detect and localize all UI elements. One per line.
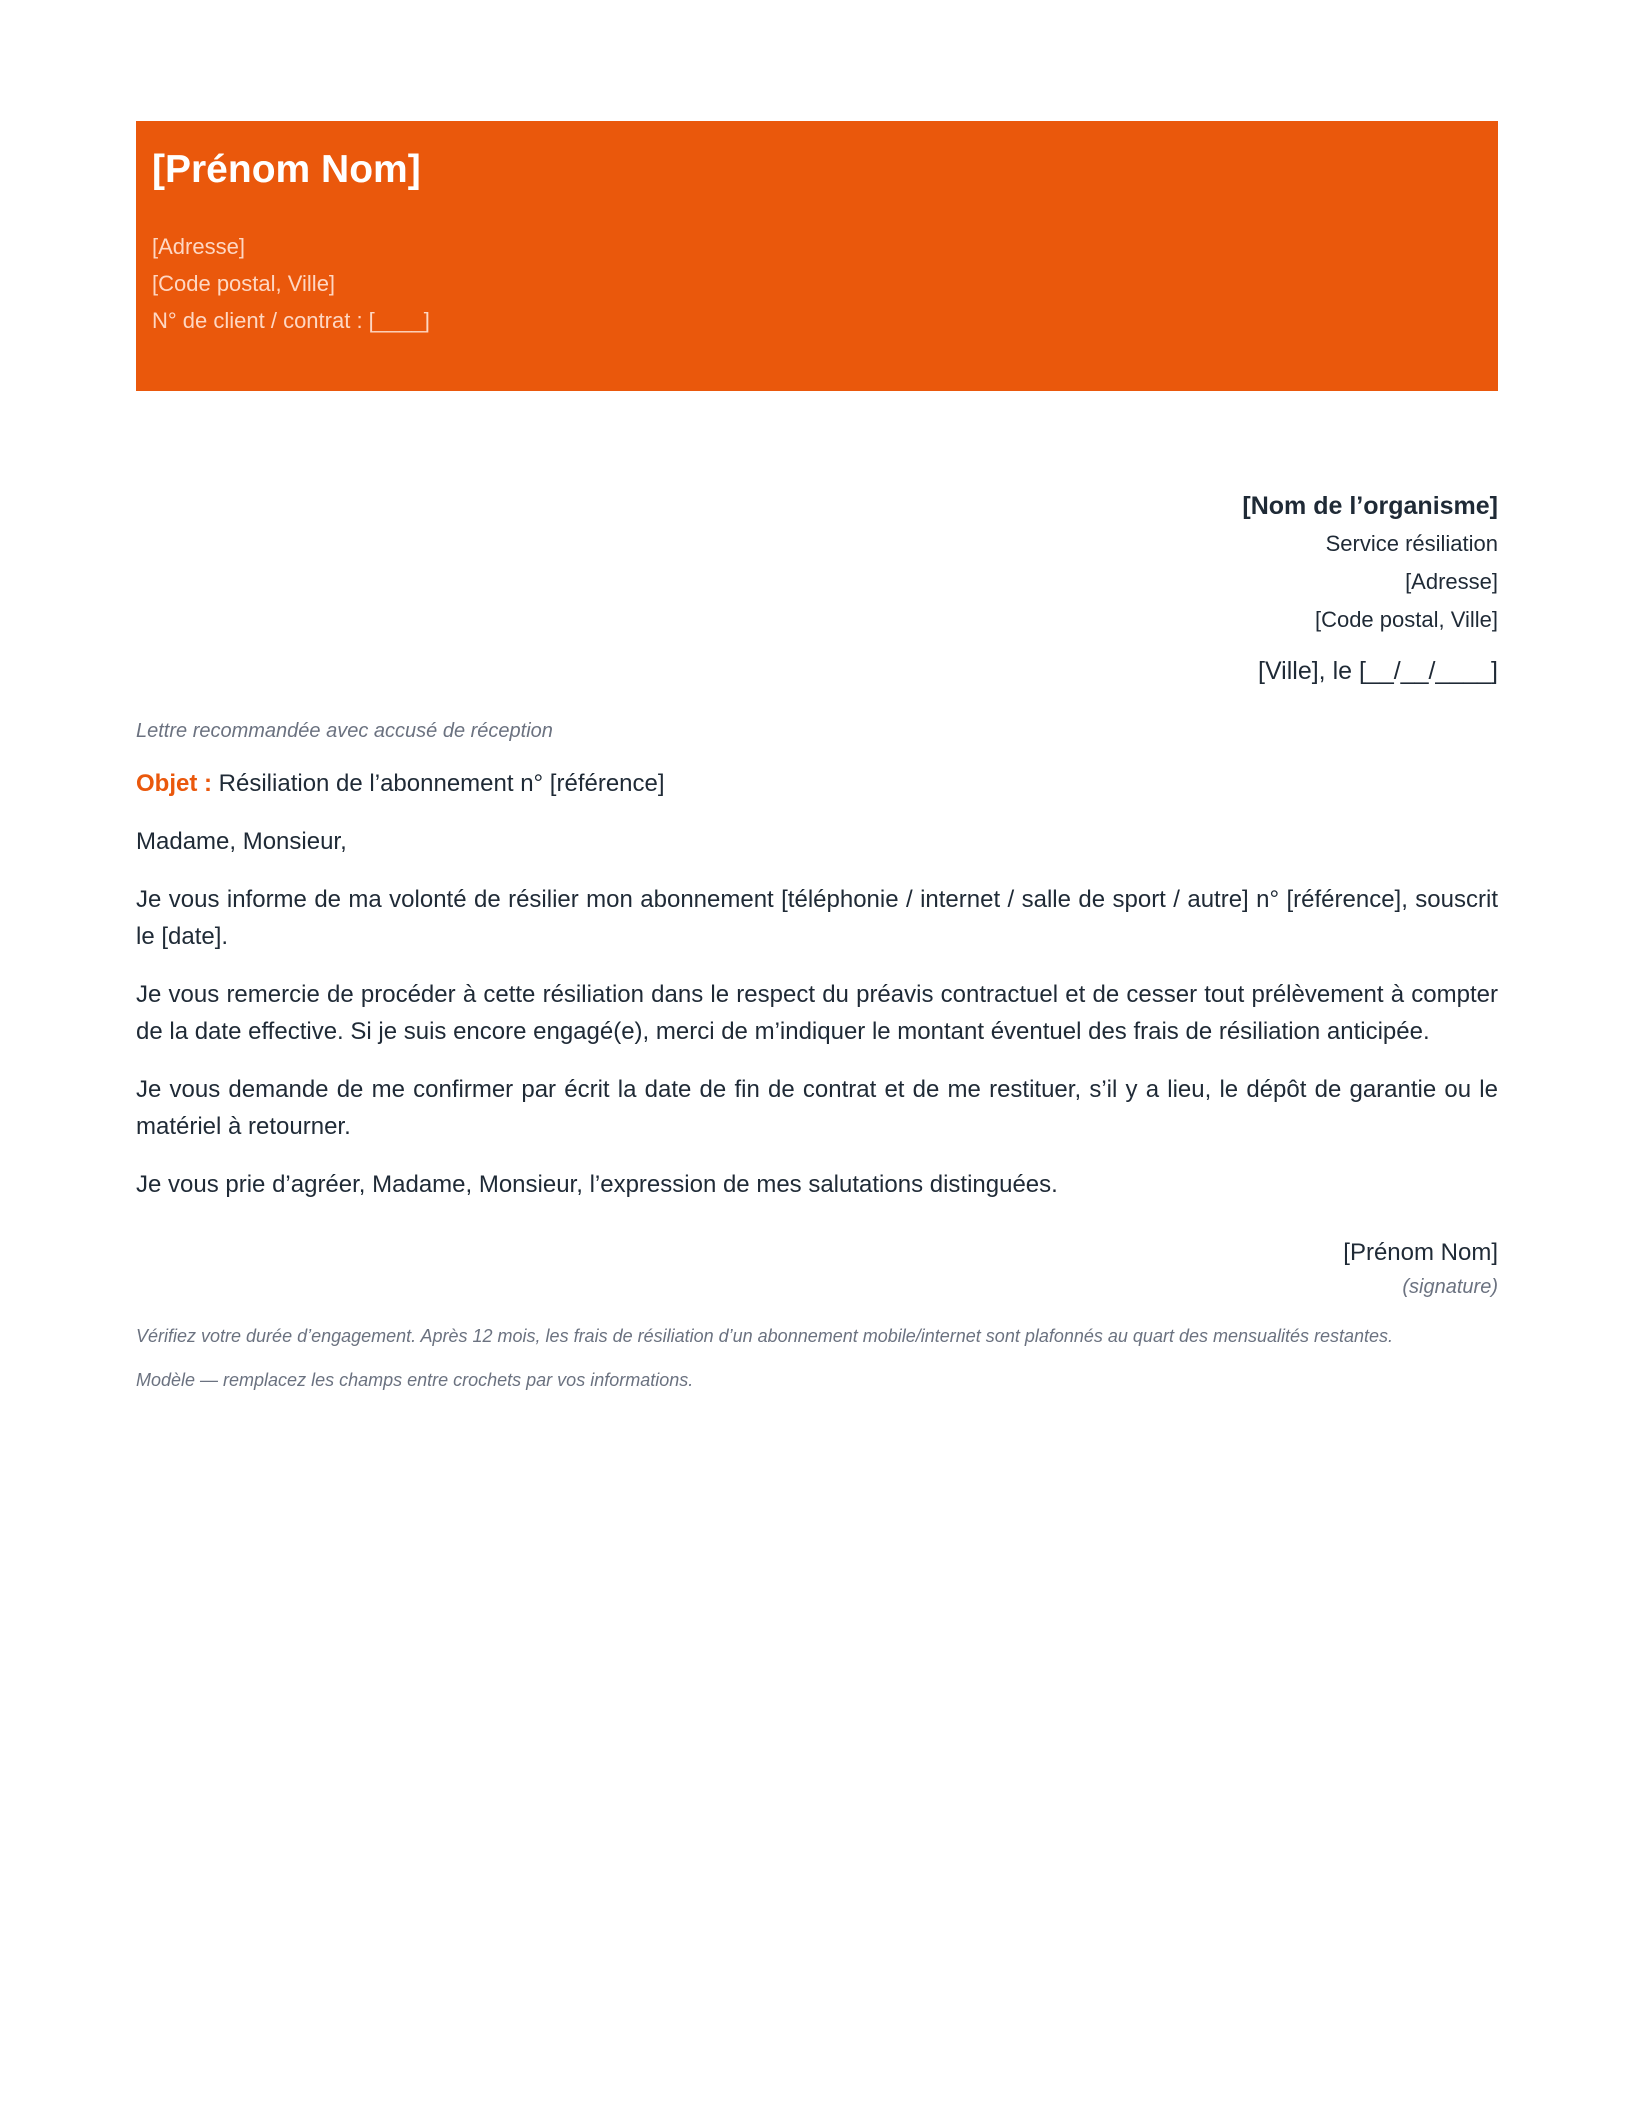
subject-label: Objet : [136,770,212,797]
body-paragraph-2: Je vous remercie de procéder à cette résiliation dans le respect du préavis contractuel et de cesser tout prélèvement à compter de la date effective. Si je suis encore engagé(e), merci de m’indiquer le montant éventuel des frais de résiliation anticipée. [136,981,1498,1045]
signature-hint: (signature) [1402,1276,1498,1298]
recipient-address: [Adresse] [1405,569,1498,594]
letter-page [136,121,1498,1395]
template-footer-note: Modèle — remplacez les champs entre crochets par vos informations. [136,1370,694,1390]
sender-client-number: N° de client / contrat : [____] [152,308,430,333]
sender-postal-city: [Code postal, Ville] [152,271,336,296]
closing-formula: Je vous prie d’agréer, Madame, Monsieur, l’expression de mes salutations distinguées. [136,1171,1058,1198]
signature-name: [Prénom Nom] [1343,1239,1498,1266]
sender-name: [Prénom Nom] [152,148,421,191]
place-date-line: [Ville], le [__/__/____] [1258,657,1498,685]
subject-text: Résiliation de l’abonnement n° [référence] [218,770,665,797]
recipient-postal-city: [Code postal, Ville] [1314,607,1498,632]
body-paragraph-3: Je vous demande de me confirmer par écrit la date de fin de contrat et de me restituer, s’il y a lieu, le dépôt de garantie ou le matériel à retourner. [136,1076,1498,1140]
body-paragraph-1: Je vous informe de ma volonté de résilier mon abonnement [téléphonie / internet / salle de sport / autre] n° [référence], souscrit le [date]. [136,886,1498,950]
sender-address: [Adresse] [152,234,245,259]
sender-details [152,228,1482,339]
salutation: Madame, Monsieur, [136,828,347,855]
recipient-block [136,487,1498,639]
recipient-service: Service résiliation [1325,531,1498,556]
subject-line [136,766,1498,802]
registered-mail-mention: Lettre recommandée avec accusé de réception [136,720,553,742]
signature-block [136,1235,1498,1303]
engagement-note: Vérifiez votre durée d’engagement. Après 12 mois, les frais de résiliation d’un abonnement mobile/internet sont plafonnés au quart des mensualités restantes. [136,1326,1394,1346]
sender-header [136,121,1498,391]
recipient-organisation: [Nom de l’organisme] [1242,492,1498,520]
